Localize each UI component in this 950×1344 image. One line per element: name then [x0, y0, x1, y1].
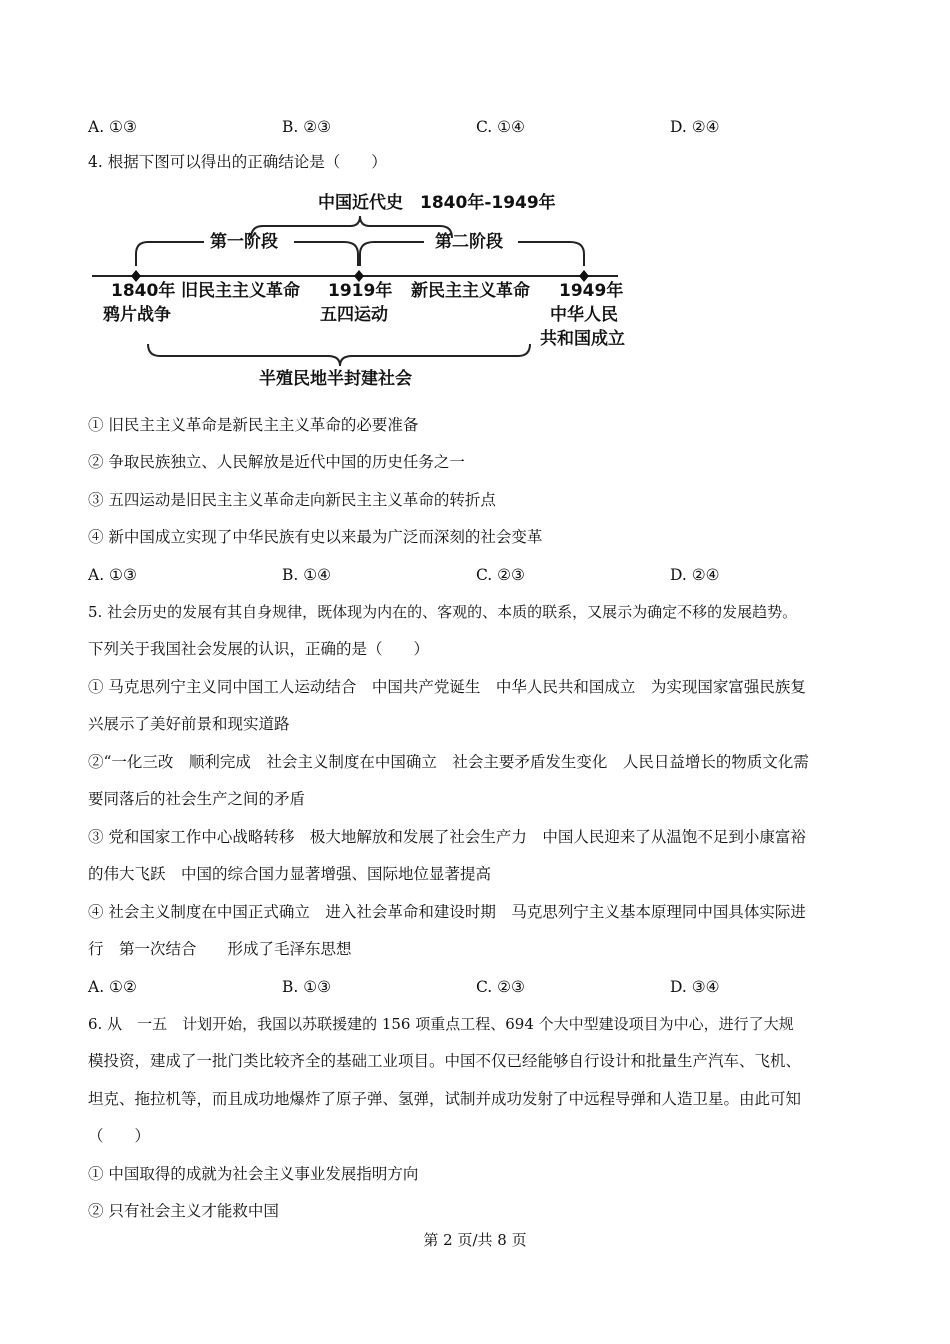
q4-statement-1: ① 旧民主主义革命是新民主主义革命的必要准备: [88, 416, 419, 434]
q4-statement-4: ④ 新中国成立实现了中华民族有史以来最为广泛而深刻的社会变革: [88, 528, 543, 546]
stage2-bracket-left: [360, 242, 424, 266]
q5-option-d: D. ③④: [670, 978, 720, 996]
q4-option-b: B. ①④: [282, 566, 332, 584]
event-1949-line1: 中华人民: [550, 305, 618, 325]
q5-statement-line-7: ④ 社会主义制度在中国正式确立 进入社会革命和建设时期 马克思列宁主义基本原理同中国具体实际进: [88, 903, 806, 921]
new-revolution-label: 新民主主义革命: [411, 281, 530, 301]
bottom-brace: [148, 344, 530, 366]
q6-statement-2: ② 只有社会主义才能救中国: [88, 1202, 279, 1220]
q5-statement-line-3: ②“一化三改 顺利完成 社会主义制度在中国确立 社会主要矛盾发生变化 人民日益增长的物质文化需: [88, 753, 809, 771]
q3-option-b: B. ②③: [282, 118, 332, 136]
q4-stem: 4. 根据下图可以得出的正确结论是（ ）: [88, 153, 387, 171]
year-1919: 1919年: [328, 281, 393, 301]
q5-stem-line-2: 下列关于我国社会发展的认识，正确的是（ ）: [88, 640, 430, 658]
history-timeline-diagram: [88, 186, 658, 396]
q3-option-d: D. ②④: [670, 118, 720, 136]
q3-option-a: A. ①③: [88, 118, 137, 136]
q4-option-c: C. ②③: [476, 566, 525, 584]
event-1840: 鸦片战争: [103, 305, 171, 325]
q5-statement-line-8: 行 第一次结合 形成了毛泽东思想: [88, 940, 352, 958]
q5-option-b: B. ①③: [282, 978, 332, 996]
q5-statement-line-4: 要同落后的社会生产之间的矛盾: [88, 790, 306, 808]
q3-option-c: C. ①④: [476, 118, 525, 136]
q5-statement-line-1: ① 马克思列宁主义同中国工人运动结合 中国共产党诞生 中华人民共和国成立 为实现国家富强民族复: [88, 678, 806, 696]
stage1-bracket-left: [136, 242, 204, 266]
q4-statement-2: ② 争取民族独立、人民解放是近代中国的历史任务之一: [88, 453, 465, 471]
q6-stem-line-2: 模投资，建成了一批门类比较齐全的基础工业项目。中国不仅已经能够自行设计和批量生产汽车、飞机、: [88, 1052, 802, 1070]
year-1840: 1840年: [111, 281, 176, 301]
q5-stem-line-1: 5. 社会历史的发展有其自身规律，既体现为内在的、客观的、本质的联系，又展示为确定不移的发展趋势。: [88, 603, 798, 621]
q5-statement-line-2: 兴展示了美好前景和现实道路: [88, 715, 290, 733]
stage1-bracket-right: [294, 242, 358, 266]
q5-statement-line-6: 的伟大飞跃 中国的综合国力显著增强、国际地位显著提高: [88, 865, 492, 883]
q6-stem-line-3: 坦克、拖拉机等，而且成功地爆炸了原子弹、氢弹，试制并成功发射了中远程导弹和人造卫星。由此可知: [88, 1090, 802, 1108]
page-footer: 第 2 页/共 8 页: [423, 1231, 527, 1249]
stage1-label: 第一阶段: [210, 232, 278, 252]
q5-statement-line-5: ③ 党和国家工作中心战略转移 极大地解放和发展了社会生产力 中国人民迎来了从温饱不足到小康富裕: [88, 828, 806, 846]
event-1949-line2: 共和国成立: [540, 329, 625, 349]
diagram-title: 中国近代史 1840年-1949年: [318, 193, 556, 213]
q6-stem-line-1: 6. 从 一五 计划开始，我国以苏联援建的 156 项重点工程、694 个大中型建设项目为中心，进行了大规: [88, 1015, 794, 1033]
q4-option-a: A. ①③: [88, 566, 137, 584]
stage2-label: 第二阶段: [435, 232, 503, 252]
stage2-bracket-right: [518, 242, 584, 266]
old-revolution-label: 旧民主主义革命: [181, 281, 300, 301]
q4-option-d: D. ②④: [670, 566, 720, 584]
q6-statement-1: ① 中国取得的成就为社会主义事业发展指明方向: [88, 1165, 419, 1183]
event-1919: 五四运动: [320, 305, 388, 325]
q5-option-c: C. ②③: [476, 978, 525, 996]
q5-option-a: A. ①②: [88, 978, 137, 996]
year-1949: 1949年: [559, 281, 624, 301]
q6-stem-line-4: （ ）: [88, 1127, 151, 1145]
q4-statement-3: ③ 五四运动是旧民主主义革命走向新民主主义革命的转折点: [88, 491, 496, 509]
society-label: 半殖民地半封建社会: [259, 369, 412, 389]
top-brace: [251, 216, 452, 238]
